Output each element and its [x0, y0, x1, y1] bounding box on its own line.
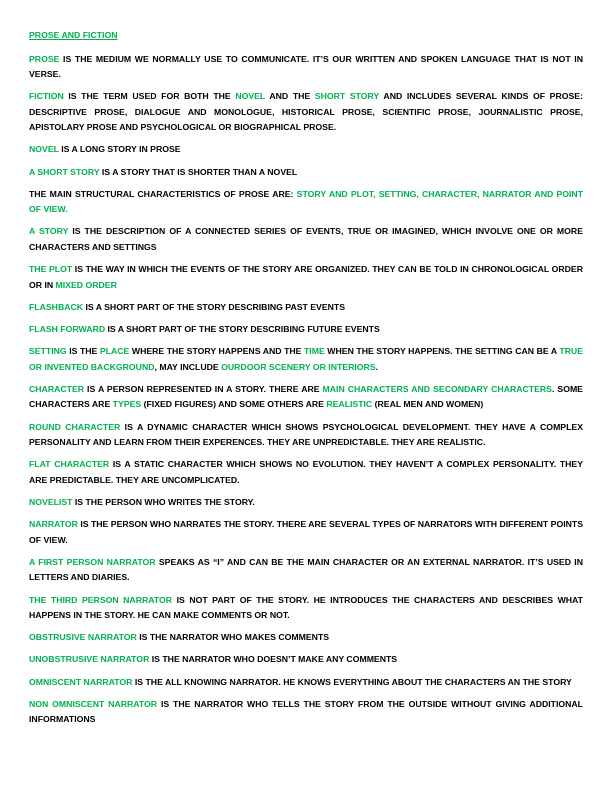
para-plot: [29, 262, 583, 293]
para-omniscent-narrator: [29, 675, 583, 691]
document-body: [29, 52, 583, 728]
para-round-character: [29, 420, 583, 451]
term-highlight: PROSE: [29, 53, 60, 64]
para-structural-characteristics: [29, 187, 583, 218]
paragraph-text: IS THE PERSON WHO NARRATES THE STORY. THERE ARE SEVERAL TYPES OF NARRATORS WITH DIFFERENT POINTS OF VIEW.: [29, 519, 583, 545]
para-unobstrusive-narrator: [29, 652, 583, 668]
para-flashback: [29, 300, 583, 316]
paragraph-text: IS A SHORT PART OF THE STORY DESCRIBING FUTURE EVENTS: [105, 324, 380, 334]
para-narrator: [29, 517, 583, 548]
para-novel: [29, 142, 583, 158]
para-flash-forward: [29, 322, 583, 338]
paragraph-text: IS THE DESCRIPTION OF A CONNECTED SERIES OF EVENTS, TRUE OR IMAGINED, WHICH INVOLVE ONE OR MORE CHARACTERS AND SETTINGS: [29, 226, 583, 252]
paragraph-text: . SOME CHARACTERS ARE: [29, 383, 583, 410]
paragraph-text: IS THE PERSON WHO WRITES THE STORY.: [72, 496, 255, 507]
term-highlight: NON OMNISCENT NARRATOR: [29, 698, 158, 709]
term-highlight: SHORT STORY: [314, 91, 380, 102]
term-highlight: OMNISCENT NARRATOR: [29, 676, 133, 687]
page-title: PROSE AND FICTION: [29, 30, 118, 40]
term-highlight: STORY AND PLOT, SETTING, CHARACTER, NARRATOR AND POINT OF VIEW.: [29, 188, 583, 215]
term-highlight: UNOBSTRUSIVE NARRATOR: [29, 654, 150, 665]
para-non-omniscent-narrator: [29, 697, 583, 728]
para-novelist: [29, 495, 583, 511]
paragraph-text: IS NOT PART OF THE STORY. HE INTRODUCES THE CHARACTERS AND DESCRIBES WHAT HAPPENS IN THE STORY. HE CAN MAKE COMMENTS OR NOT.: [29, 594, 583, 620]
para-setting: [29, 344, 583, 375]
para-obstrusive-narrator: [29, 630, 583, 646]
para-fiction: [29, 89, 583, 136]
term-highlight: THE PLOT: [29, 264, 73, 275]
paragraph-text: AND INCLUDES SEVERAL KINDS OF PROSE: DESCRIPTIVE PROSE, DIALOGUE AND MONOLOGUE, HISTORICAL PROSE, SCIENTIFIC PROSE, JOURNALISTIC PROSE, APISTOLARY PROSE AND PSYCHOLOGICAL OR BIOGRAPHICAL PROSE.: [29, 91, 583, 133]
term-highlight: THE THIRD PERSON NARRATOR: [29, 594, 173, 605]
paragraph-text: IS THE MEDIUM WE NORMALLY USE TO COMMUNICATE. IT’S OUR WRITTEN AND SPOKEN LANGUAGE THAT IS NOT IN VERSE.: [29, 53, 583, 79]
paragraph-text: IS THE NARRATOR WHO TELLS THE STORY FROM THE OUTSIDE WITHOUT GIVING ADDITIONAL INFORMATIONS: [29, 698, 583, 725]
para-character: [29, 382, 583, 413]
paragraph-text: AND THE: [265, 91, 315, 102]
term-highlight: SETTING: [29, 346, 67, 357]
paragraph-text: IS A STATIC CHARACTER WHICH SHOWS NO EVOLUTION. THEY HAVEN’T A COMPLEX PERSONALITY. THEY ARE PREDICTABLE. THEY ARE UNCOMPLICATED.: [29, 459, 584, 485]
para-short-story: [29, 165, 583, 181]
term-highlight: NOVEL: [235, 91, 266, 102]
paragraph-text: (FIXED FIGURES) AND SOME OTHERS ARE: [141, 399, 327, 410]
term-highlight: TIME: [304, 346, 325, 357]
paragraph-text: .: [375, 361, 379, 372]
term-highlight: A STORY: [29, 226, 69, 237]
term-highlight: FLASH FORWARD: [29, 324, 106, 334]
paragraph-text: IS THE: [66, 346, 100, 357]
paragraph-text: IS THE WAY IN WHICH THE EVENTS OF THE STORY ARE ORGANIZED. THEY CAN BE TOLD IN CHRONOLOGICAL ORDER OR IN: [29, 264, 583, 290]
term-highlight: OBSTRUSIVE NARRATOR: [29, 632, 137, 643]
paragraph-text: , MAY INCLUDE: [154, 361, 222, 372]
paragraph-text: IS A PERSON REPRESENTED IN A STORY. THERE ARE: [84, 383, 323, 394]
term-highlight: FLASHBACK: [29, 301, 84, 312]
para-story: [29, 224, 583, 255]
term-highlight: MAIN CHARACTERS AND SECONDARY CHARACTERS: [322, 383, 552, 394]
paragraph-text: WHERE THE STORY HAPPENS AND THE: [129, 346, 304, 357]
paragraph-text: IS A DYNAMIC CHARACTER WHICH SHOWS PSYCHOLOGICAL DEVELOPMENT. THEY HAVE A COMPLEX PERSONALITY AND LEARN FROM THEIR EXPERENCES. THEY ARE UNPREDICTABLE. THEY ARE REALISTIC.: [29, 421, 583, 448]
term-highlight: TYPES: [112, 399, 142, 410]
term-highlight: MIXED ORDER: [55, 279, 117, 290]
para-first-person-narrator: [29, 555, 583, 586]
para-flat-character: [29, 457, 583, 488]
term-highlight: A FIRST PERSON NARRATOR: [29, 556, 156, 567]
paragraph-text: IS A STORY THAT IS SHORTER THAN A NOVEL: [99, 166, 298, 177]
paragraph-text: IS THE NARRATOR WHO DOESN’T MAKE ANY COMMENTS: [149, 654, 398, 665]
paragraph-text: IS THE ALL KNOWING NARRATOR. HE KNOWS EVERYTHING ABOUT THE CHARACTERS AN THE STORY: [132, 676, 572, 687]
term-highlight: FICTION: [29, 91, 64, 102]
paragraph-text: IS A SHORT PART OF THE STORY DESCRIBING PAST EVENTS: [83, 301, 345, 312]
term-highlight: CHARACTER: [29, 383, 85, 394]
term-highlight: REALISTIC: [326, 399, 373, 410]
term-highlight: NARRATOR: [29, 519, 78, 530]
term-highlight: TRUE OR INVENTED BACKGROUND: [29, 346, 583, 372]
paragraph-text: IS THE TERM USED FOR BOTH THE: [63, 91, 236, 102]
paragraph-text: SPEAKS AS “I” AND CAN BE THE MAIN CHARACTER OR AN EXTERNAL NARRATOR. IT’S USED IN LETTERS AND DIARIES.: [29, 556, 583, 583]
term-highlight: PLACE: [99, 346, 130, 357]
paragraph-text: (REAL MEN AND WOMEN): [372, 399, 484, 410]
term-highlight: A SHORT STORY: [29, 166, 100, 177]
term-highlight: ROUND CHARACTER: [29, 421, 121, 432]
term-highlight: FLAT CHARACTER: [29, 459, 110, 470]
paragraph-text: THE MAIN STRUCTURAL CHARACTERISTICS OF PROSE ARE:: [29, 188, 297, 199]
paragraph-text: IS THE NARRATOR WHO MAKES COMMENTS: [136, 632, 330, 643]
paragraph-text: WHEN THE STORY HAPPENS. THE SETTING CAN BE A: [324, 346, 560, 357]
paragraph-text: IS A LONG STORY IN PROSE: [58, 144, 181, 155]
para-third-person-narrator: [29, 593, 583, 624]
term-highlight: NOVEL: [29, 144, 59, 155]
term-highlight: NOVELIST: [29, 496, 73, 507]
term-highlight: OURDOOR SCENERY OR INTERIORS: [221, 361, 376, 372]
para-prose: [29, 52, 583, 83]
